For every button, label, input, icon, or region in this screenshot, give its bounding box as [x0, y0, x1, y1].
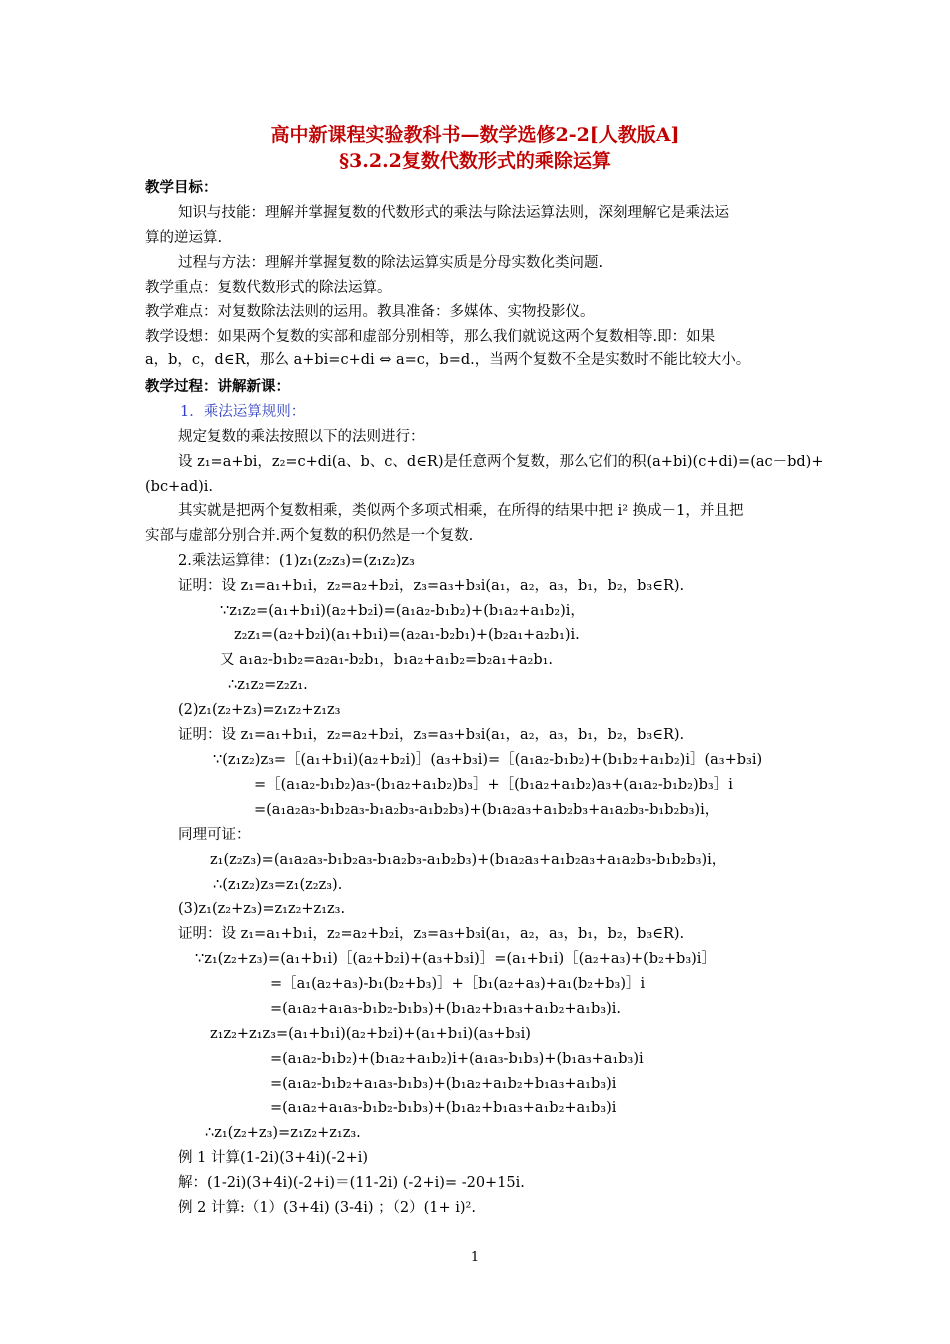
document-title: 高中新课程实验教科书—数学选修2-2[人教版A]	[270, 124, 680, 146]
text-line: z₁(z₂z₃)=(a₁a₂a₃-b₁b₂a₃-b₁a₂b₃-a₁b₂b₃)+(b₁a₂a₃+a₁b₂a₃+a₁a₂b₃-b₁b₂b₃)i，	[210, 852, 727, 868]
text-line: 教学难点：对复数除法法则的运用。教具准备：多媒体、实物投影仪。	[145, 304, 595, 320]
text-line: 又 a₁a₂-b₁b₂=a₂a₁-b₂b₁，b₁a₂+a₁b₂=b₂a₁+a₂b₁.	[220, 652, 554, 668]
text-line: ∵z₁(z₂+z₃)=(a₁+b₁i)［(a₂+b₂i)+(a₃+b₃i)］=(a₁+b₁i)［(a₂+a₃)+(b₂+b₃)i］	[195, 951, 716, 967]
text-line: z₂z₁=(a₂+b₂i)(a₁+b₁i)=(a₂a₁-b₂b₁)+(b₂a₁+a₂b₁)i.	[234, 627, 580, 643]
text-line: =(a₁a₂-b₁b₂+a₁a₃-b₁b₃)+(b₁a₂+a₁b₂+b₁a₃+a₁b₃)i	[270, 1076, 617, 1092]
text-line: 知识与技能：理解并掌握复数的代数形式的乘法与除法运算法则，深刻理解它是乘法运	[178, 205, 729, 221]
text-line: =(a₁a₂a₃-b₁b₂a₃-b₁a₂b₃-a₁b₂b₃)+(b₁a₂a₃+a₁b₂b₃+a₁a₂b₃-b₁b₂b₃)i，	[254, 802, 720, 818]
text-line: 其实就是把两个复数相乘，类似两个多项式相乘，在所得的结果中把 i² 换成－1，并且把	[178, 503, 744, 519]
text-line: 同理可证：	[178, 827, 251, 843]
text-line: ∴(z₁z₂)z₃=z₁(z₂z₃).	[213, 877, 343, 893]
text-line: ∴z₁(z₂+z₃)=z₁z₂+z₁z₃.	[205, 1125, 361, 1141]
text-line: 设 z₁=a+bi，z₂=c+di(a、b、c、d∈R)是任意两个复数，那么它们的积(a+bi)(c+di)=(ac－bd)+	[178, 454, 824, 470]
text-line: 证明：设 z₁=a₁+b₁i，z₂=a₂+b₂i，z₃=a₃+b₃i(a₁，a₂，a₃，b₁，b₂，b₃∈R).	[178, 578, 685, 594]
text-line: ∵z₁z₂=(a₁+b₁i)(a₂+b₂i)=(a₁a₂-b₁b₂)+(b₁a₂+a₁b₂)i，	[220, 603, 585, 619]
text-line: 教学过程：讲解新课：	[145, 378, 290, 395]
text-line: 2.乘法运算律：(1)z₁(z₂z₃)=(z₁z₂)z₃	[178, 553, 415, 569]
text-line: =［(a₁a₂-b₁b₂)a₃-(b₁a₂+a₁b₂)b₃］+［(b₁a₂+a₁b₂)a₃+(a₁a₂-b₁b₂)b₃］i	[254, 777, 733, 793]
section-title: §3.2.2复数代数形式的乘除运算	[339, 150, 611, 172]
text-line: 过程与方法：理解并掌握复数的除法运算实质是分母实数化类问题.	[178, 255, 604, 271]
text-line: 1．乘法运算规则：	[180, 404, 306, 420]
text-line: ∴z₁z₂=z₂z₁.	[228, 677, 308, 693]
text-line: 算的逆运算.	[145, 230, 223, 246]
text-line: =(a₁a₂+a₁a₃-b₁b₂-b₁b₃)+(b₁a₂+b₁a₃+a₁b₂+a₁b₃)i.	[270, 1001, 621, 1017]
page-number: 1	[470, 1250, 480, 1265]
text-line: 教学目标：	[145, 179, 218, 196]
text-line: 例 1 计算(1-2i)(3+4i)(-2+i)	[178, 1150, 369, 1166]
text-line: =(a₁a₂+a₁a₃-b₁b₂-b₁b₃)+(b₁a₂+b₁a₃+a₁b₂+a₁b₃)i	[270, 1100, 617, 1116]
text-line: ∵(z₁z₂)z₃=［(a₁+b₁i)(a₂+b₂i)］(a₃+b₃i)=［(a₁a₂-b₁b₂)+(b₁b₂+a₁b₂)i］(a₃+b₃i)	[213, 752, 763, 768]
text-line: 实部与虚部分别合并.两个复数的积仍然是一个复数.	[145, 528, 474, 544]
text-line: 解：(1-2i)(3+4i)(-2+i)＝(11-2i) (-2+i)= -20+15i.	[178, 1175, 525, 1191]
text-line: (2)z₁(z₂+z₃)=z₁z₂+z₁z₃	[178, 702, 341, 718]
text-line: 证明：设 z₁=a₁+b₁i，z₂=a₂+b₂i，z₃=a₃+b₃i(a₁，a₂，a₃，b₁，b₂，b₃∈R).	[178, 926, 685, 942]
text-line: =(a₁a₂-b₁b₂)+(b₁a₂+a₁b₂)i+(a₁a₃-b₁b₃)+(b₁a₃+a₁b₃)i	[270, 1051, 644, 1067]
text-line: 教学设想：如果两个复数的实部和虚部分别相等，那么我们就说这两个复数相等.即：如果	[145, 329, 716, 345]
text-line: z₁z₂+z₁z₃=(a₁+b₁i)(a₂+b₂i)+(a₁+b₁i)(a₃+b₃i)	[210, 1026, 531, 1042]
text-line: 规定复数的乘法按照以下的法则进行：	[178, 429, 425, 445]
text-line: 例 2 计算:（1）(3+4i) (3-4i) ；（2）(1+ i)².	[178, 1200, 476, 1216]
text-line: 教学重点：复数代数形式的除法运算。	[145, 280, 392, 296]
text-line: a，b，c，d∈R，那么 a+bi=c+di ⇔ a=c，b=d.，当两个复数不全是实数时不能比较大小。	[145, 352, 751, 368]
text-line: =［a₁(a₂+a₃)-b₁(b₂+b₃)］+［b₁(a₂+a₃)+a₁(b₂+b₃)］i	[270, 976, 646, 992]
text-line: 证明：设 z₁=a₁+b₁i，z₂=a₂+b₂i，z₃=a₃+b₃i(a₁，a₂，a₃，b₁，b₂，b₃∈R).	[178, 727, 685, 743]
text-line: (bc+ad)i.	[145, 479, 214, 495]
text-line: (3)z₁(z₂+z₃)=z₁z₂+z₁z₃.	[178, 901, 346, 917]
